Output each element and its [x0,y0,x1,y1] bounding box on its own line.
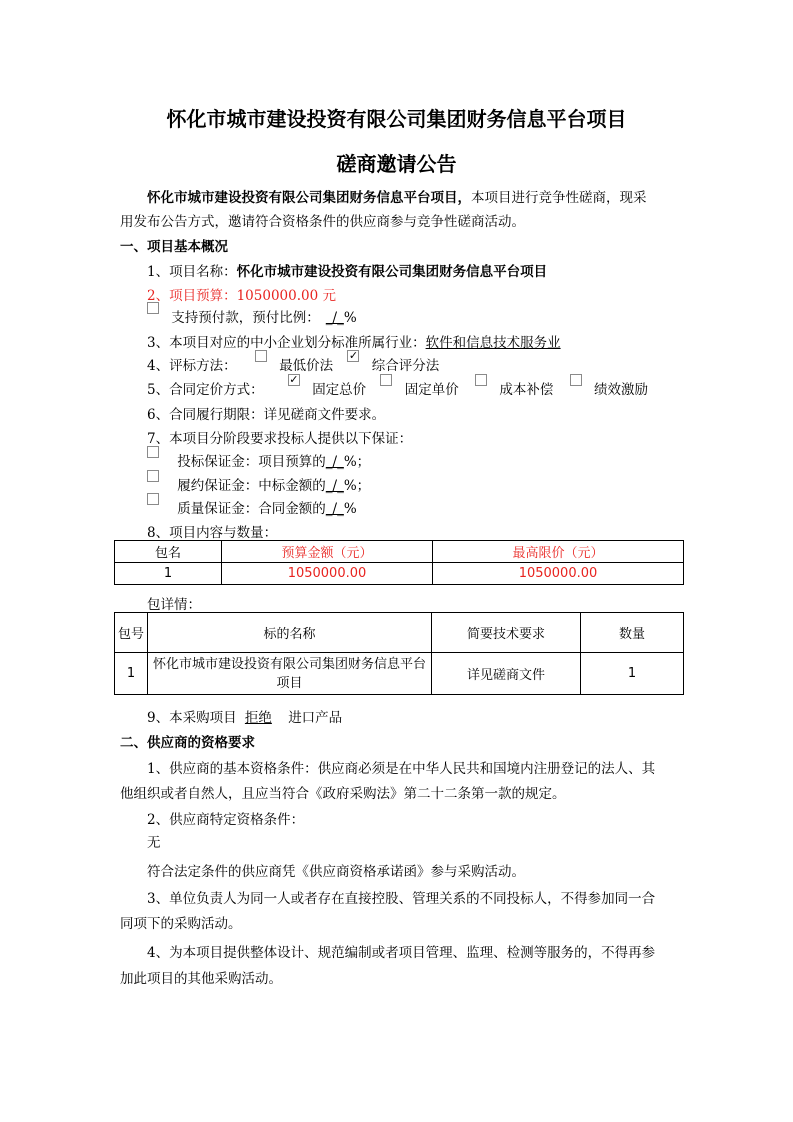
guarantee-quality-row [147,497,357,517]
intro-text-1: 本项目进行竞争性磋商，现采 [471,190,647,206]
check-mark-icon: ✓ [348,349,359,362]
fixed-total-checkbox[interactable] [288,374,300,386]
item1-label: 1、项目名称： [147,264,237,280]
performance-guarantee-label: 履约保证金：中标金额的 [177,478,326,494]
section2-p1-line2: 他组织或者自然人，且应当符合《政府采购法》第二十二条第一款的规定。 [120,786,566,802]
table-header: 包号 [115,613,148,653]
prepay-label: 支持预付款，预付比例： [171,310,320,326]
prepay-checkbox[interactable] [147,302,159,314]
comprehensive-score-checkbox[interactable] [347,350,359,362]
item4 [147,349,440,374]
section2-p4-line1: 3、单位负责人为同一人或者存在直接控股、管理关系的不同投标人，不得参加同一合 [147,891,656,907]
quality-guarantee-blank: _/_ [325,501,344,517]
table-cell: 1 [115,563,222,585]
item3-label: 3、本项目对应的中小企业划分标准所属行业： [147,335,426,351]
item9-value: 拒绝 [244,710,272,726]
table-cell: 1050000.00 [433,563,684,585]
prepay-value: _/_ [325,310,344,326]
intro-line-1 [147,186,647,206]
package-detail-table [114,612,684,695]
table-header: 数量 [581,613,684,653]
performance-guarantee-blank: _/_ [325,478,344,494]
cost-compensation-checkbox[interactable] [475,374,487,386]
quality-guarantee-label: 质量保证金：合同金额的 [177,501,326,517]
table-row [115,563,684,585]
item9 [147,706,342,726]
item8: 8、项目内容与数量： [147,525,278,541]
fixed-total-label: 固定总价 [312,382,367,398]
item1-value: 怀化市城市建设投资有限公司集团财务信息平台项目 [236,264,548,280]
item4-label: 4、评标方法： [147,358,237,374]
table-header: 最高限价（元） [433,541,684,563]
section2-p2-value: 无 [147,835,161,851]
performance-guarantee-pct: %； [343,478,371,494]
item1 [147,260,547,280]
table-header: 包名 [115,541,222,563]
item7: 7、本项目分阶段要求投标人提供以下保证： [147,431,413,447]
section2-heading: 二、供应商的资格要求 [120,735,255,751]
bid-guarantee-checkbox[interactable] [147,446,159,458]
item5-label: 5、合同定价方式： [147,382,264,398]
section2-p3: 符合法定条件的供应商凭《供应商资格承诺函》参与采购活动。 [147,864,525,880]
item5 [147,373,648,398]
table-cell: 1050000.00 [222,563,433,585]
bid-guarantee-pct: %； [343,454,371,470]
section2-p5-line1: 4、为本项目提供整体设计、规范编制或者项目管理、监理、检测等服务的，不得再参 [147,945,656,961]
performance-incentive-checkbox[interactable] [570,374,582,386]
budget-table [114,540,684,585]
table-header: 预算金额（元） [222,541,433,563]
guarantee-bid-row [147,450,370,470]
check-mark-icon: ✓ [289,373,299,386]
package-detail-label: 包详情： [147,597,201,613]
section2-p5-line2: 加此项目的其他采购活动。 [120,971,282,987]
section1-heading: 一、项目基本概况 [120,239,228,255]
quality-guarantee-pct: % [343,501,357,517]
fixed-unit-label: 固定单价 [404,382,459,398]
intro-line-2: 用发布公告方式，邀请符合资格条件的供应商参与竞争性磋商活动。 [120,214,525,230]
comprehensive-score-label: 综合评分法 [371,358,440,374]
section2-p1-line1: 1、供应商的基本资格条件：供应商必须是在中华人民共和国境内注册登记的法人、其 [147,761,656,777]
table-cell: 1 [581,653,684,695]
table-header: 简要技术要求 [432,613,581,653]
fixed-unit-checkbox[interactable] [380,374,392,386]
performance-incentive-label: 绩效激励 [593,382,648,398]
section2-p4-line2: 同项下的采购活动。 [120,916,242,932]
item2-budget: 2、项目预算：1050000.00 元 [147,288,336,304]
item9-suffix: 进口产品 [288,710,343,726]
table-cell: 1 [115,653,148,695]
cost-compensation-label: 成本补偿 [499,382,554,398]
item9-label: 9、本采购项目 [147,710,237,726]
prepay-percent: % [343,310,357,326]
table-row [115,653,684,695]
table-header-row [115,541,684,563]
item3 [147,331,561,351]
table-cell: 怀化市城市建设投资有限公司集团财务信息平台项目 [148,653,432,695]
lowest-price-checkbox[interactable] [255,350,267,362]
quality-guarantee-checkbox[interactable] [147,493,159,505]
guarantee-performance-row [147,474,370,494]
item3-value: 软件和信息技术服务业 [425,335,561,351]
item6: 6、合同履行期限：详见磋商文件要求。 [147,407,386,423]
table-cell: 详见磋商文件 [432,653,581,695]
performance-guarantee-checkbox[interactable] [147,470,159,482]
prepay-row [147,306,357,326]
lowest-price-label: 最低价法 [279,358,334,374]
page-subtitle: 磋商邀请公告 [336,152,457,176]
intro-project-name: 怀化市城市建设投资有限公司集团财务信息平台项目， [147,190,471,206]
page-title: 怀化市城市建设投资有限公司集团财务信息平台项目 [166,107,627,131]
table-header-row [115,613,684,653]
bid-guarantee-label: 投标保证金：项目预算的 [177,454,326,470]
table-header: 标的名称 [148,613,432,653]
section2-p2: 2、供应商特定资格条件： [147,812,305,828]
bid-guarantee-blank: _/_ [325,454,344,470]
